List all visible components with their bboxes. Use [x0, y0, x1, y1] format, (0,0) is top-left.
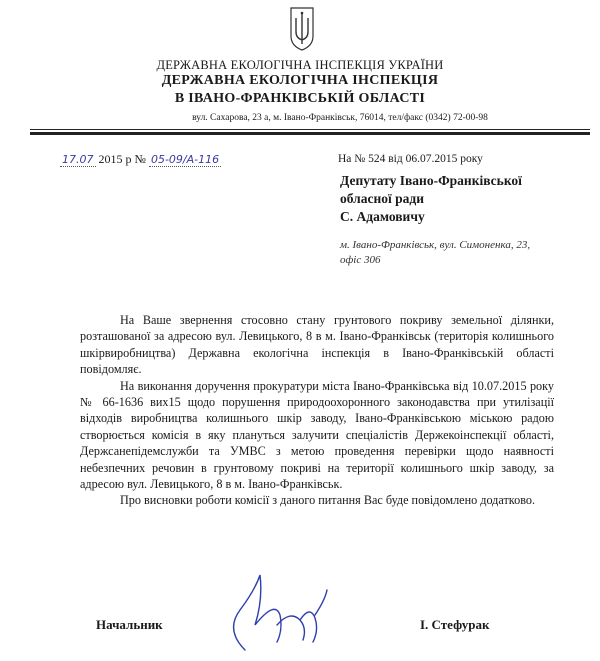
handwritten-number: 05-09/А-116	[150, 153, 220, 166]
addressee-block	[340, 172, 522, 226]
signer-position: Начальник	[96, 617, 163, 632]
body-paragraph-3: Про висновки роботи комісії з даного питання Вас буде повідомлено додатково.	[120, 493, 536, 508]
header-divider-thin	[30, 129, 590, 130]
registration-line	[60, 152, 221, 167]
incoming-reference: На № 524 від 06.07.2015 року	[338, 153, 483, 165]
handwritten-date: 17.07	[62, 153, 94, 166]
trident-emblem-icon	[288, 6, 316, 52]
letter-body	[80, 312, 554, 509]
org-address: вул. Сахарова, 23 а, м. Івано-Франківськ, 76014, тел/факс (0342) 72-00-98	[192, 113, 488, 123]
ministry-line: ДЕРЖАВНА ЕКОЛОГІЧНА ІНСПЕКЦІЯ УКРАЇНИ	[156, 58, 444, 72]
addressee-address-line2: офіс 306	[340, 254, 381, 266]
org-title-line1: ДЕРЖАВНА ЕКОЛОГІЧНА ІНСПЕКЦІЯ	[161, 73, 439, 88]
handwritten-signature	[215, 570, 345, 655]
body-paragraph-1: На Ваше звернення стосовно стану грунтового покриву земельної ділянки, розташованої за адресою вул. Левицького, 8 в м. Івано-Франківськ (територія колишнього шкірвиробництва) Державна екологічна інспекція в Івано-Франківській області повідомляє.	[80, 313, 554, 377]
addressee-name: С. Адамовичу	[340, 209, 425, 224]
header-divider-thick	[30, 132, 590, 135]
body-paragraph-2: На виконання доручення прокуратури міста Івано-Франківська від 10.07.2015 року № 66-1636 вих15 щодо порушення природоохоронного законодавства при утилізації відходів виробництва колишнього шкір заводу, Івано-Франківською міською радою створюється комісія в яку плануться залучити спеціалістів Держекоінспекції області, Держсанепідемслужби та УМВС з метою проведення перевірки щодо наявності небезпечних речовин в грунтовому покриві на території колишнього шкір заводу, за адресою вул. Левицького, 8 в м. Івано-Франківськ.	[80, 378, 554, 492]
org-title-line2: В ІВАНО-ФРАНКІВСЬКІЙ ОБЛАСТІ	[174, 91, 426, 106]
registration-year: 2015 р	[98, 152, 132, 166]
signer-name: І. Стефурак	[420, 617, 490, 632]
addressee-address	[340, 238, 530, 268]
addressee-line1: Депутату Івано-Франківської	[340, 173, 522, 188]
addressee-line2: обласної ради	[340, 191, 424, 206]
addressee-address-line1: м. Івано-Франківськ, вул. Симоненка, 23,	[340, 239, 531, 251]
registration-number-label: №	[134, 152, 146, 166]
